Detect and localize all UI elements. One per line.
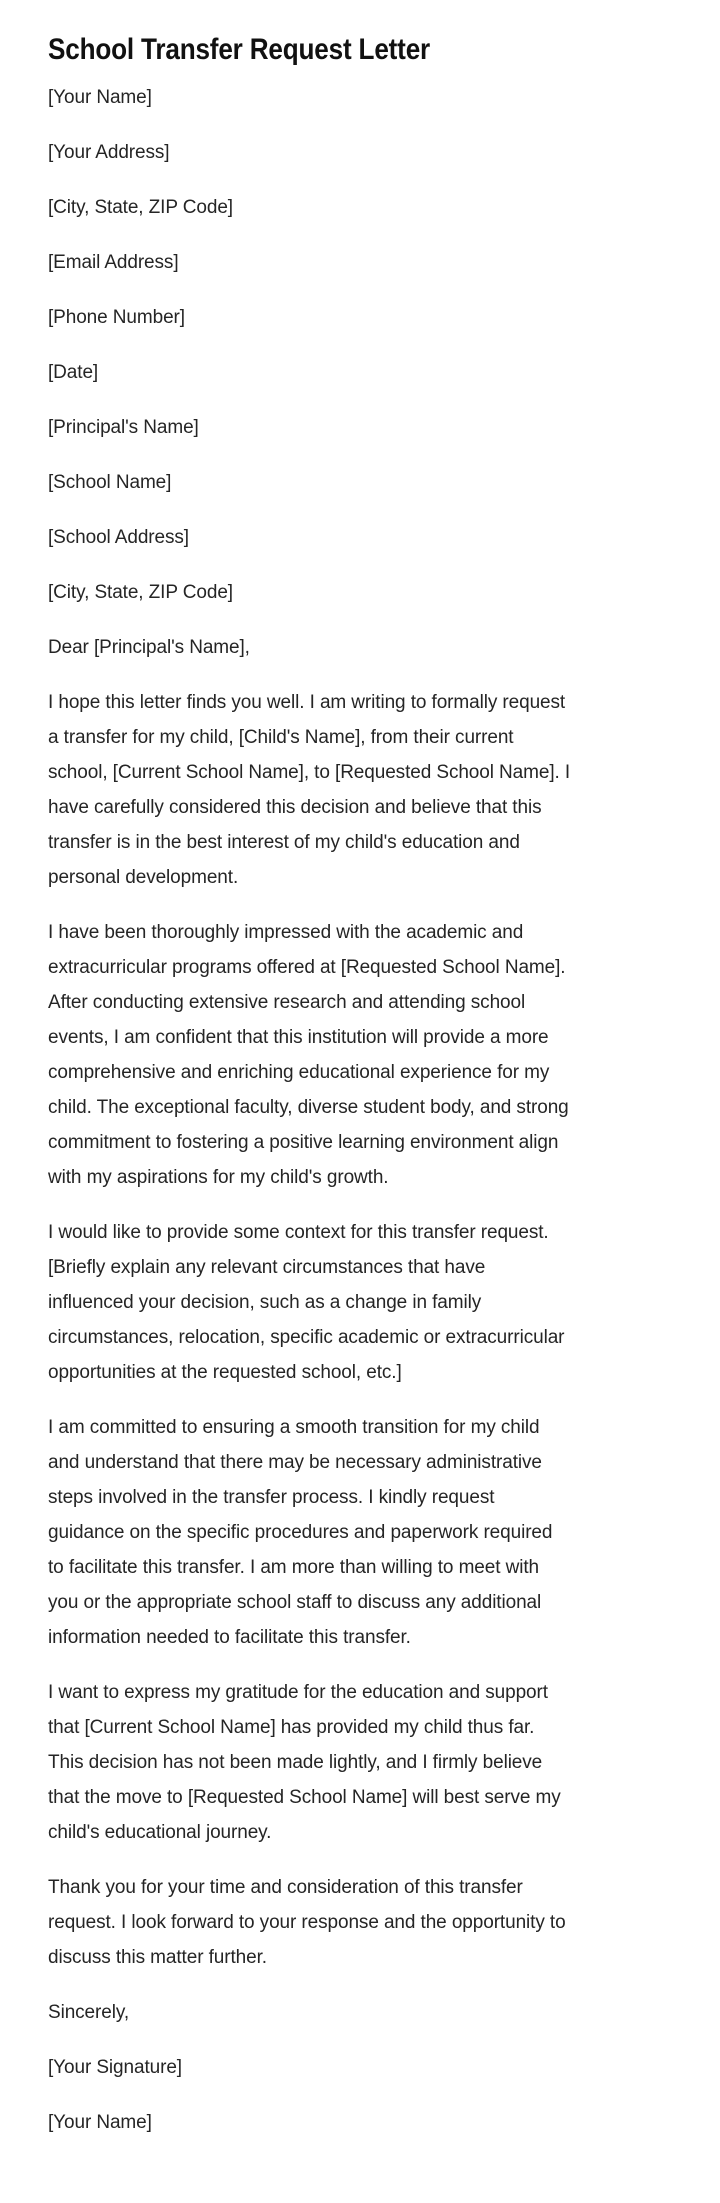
text-line: circumstances, relocation, specific academic or extracurricular xyxy=(48,1327,565,1348)
contact-line xyxy=(48,575,680,610)
text-line: request. I look forward to your response and the opportunity to xyxy=(48,1912,566,1933)
text-line: I hope this letter finds you well. I am writing to formally request xyxy=(48,692,566,713)
body-paragraph xyxy=(48,1870,680,1975)
text-line: [Your Name] xyxy=(48,87,152,108)
text-line: that [Current School Name] has provided my child thus far. xyxy=(48,1717,535,1738)
text-line: steps involved in the transfer process. I kindly request xyxy=(48,1487,495,1508)
text-line: After conducting extensive research and attending school xyxy=(48,992,526,1013)
text-line: discuss this matter further. xyxy=(48,1947,267,1968)
text-line: [Principal's Name] xyxy=(48,417,199,438)
text-line: and understand that there may be necessary administrative xyxy=(48,1452,542,1473)
contact-line xyxy=(48,245,680,280)
letter-content xyxy=(48,80,680,2140)
text-line: personal development. xyxy=(48,867,239,888)
signature-line xyxy=(48,2105,680,2140)
text-line: I have been thoroughly impressed with the academic and xyxy=(48,922,524,943)
contact-line xyxy=(48,80,680,115)
text-line: [City, State, ZIP Code] xyxy=(48,197,233,218)
text-line: I want to express my gratitude for the education and support xyxy=(48,1682,548,1703)
text-line: extracurricular programs offered at [Requested School Name]. xyxy=(48,957,566,978)
letter-title-text: School Transfer Request Letter xyxy=(48,33,431,66)
text-line: comprehensive and enriching educational experience for my xyxy=(48,1062,550,1083)
text-line: [Your Address] xyxy=(48,142,170,163)
text-line: school, [Current School Name], to [Requested School Name]. I xyxy=(48,762,571,783)
letter-title xyxy=(48,30,680,70)
text-line: [City, State, ZIP Code] xyxy=(48,582,233,603)
text-line: [Phone Number] xyxy=(48,307,185,328)
text-line: This decision has not been made lightly, and I firmly believe xyxy=(48,1752,543,1773)
text-line: a transfer for my child, [Child's Name], from their current xyxy=(48,727,514,748)
text-line: [School Address] xyxy=(48,527,189,548)
text-line: you or the appropriate school staff to discuss any additional xyxy=(48,1592,542,1613)
text-line: [School Name] xyxy=(48,472,172,493)
body-paragraph xyxy=(48,915,680,1195)
text-line: child's educational journey. xyxy=(48,1822,272,1843)
body-paragraph xyxy=(48,1410,680,1655)
text-line: I would like to provide some context for this transfer request. xyxy=(48,1222,549,1243)
text-line: to facilitate this transfer. I am more than willing to meet with xyxy=(48,1557,539,1578)
contact-line xyxy=(48,465,680,500)
text-line: have carefully considered this decision and believe that this xyxy=(48,797,542,818)
body-paragraph xyxy=(48,1215,680,1390)
text-line: [Briefly explain any relevant circumstances that have xyxy=(48,1257,486,1278)
text-line: opportunities at the requested school, etc.] xyxy=(48,1362,402,1383)
contact-line xyxy=(48,520,680,555)
salutation xyxy=(48,630,680,665)
text-line: events, I am confident that this institution will provide a more xyxy=(48,1027,549,1048)
text-line: commitment to fostering a positive learning environment align xyxy=(48,1132,559,1153)
text-line: [Email Address] xyxy=(48,252,179,273)
body-paragraph xyxy=(48,1675,680,1850)
text-line: transfer is in the best interest of my child's education and xyxy=(48,832,520,853)
signature-line xyxy=(48,2050,680,2085)
text-line: [Your Signature] xyxy=(48,2057,182,2078)
text-line: Thank you for your time and consideration of this transfer xyxy=(48,1877,523,1898)
text-line: I am committed to ensuring a smooth transition for my child xyxy=(48,1417,540,1438)
contact-line xyxy=(48,410,680,445)
text-line: Dear [Principal's Name], xyxy=(48,637,250,658)
text-line: [Date] xyxy=(48,362,99,383)
contact-line xyxy=(48,355,680,390)
text-line: guidance on the specific procedures and paperwork required xyxy=(48,1522,553,1543)
text-line: that the move to [Requested School Name] will best serve my xyxy=(48,1787,561,1808)
body-paragraph xyxy=(48,685,680,895)
text-line: [Your Name] xyxy=(48,2112,152,2133)
text-line: with my aspirations for my child's growth. xyxy=(48,1167,389,1188)
text-line: information needed to facilitate this transfer. xyxy=(48,1627,411,1648)
contact-line xyxy=(48,300,680,335)
contact-line xyxy=(48,190,680,225)
contact-line xyxy=(48,135,680,170)
text-line: Sincerely, xyxy=(48,2002,130,2023)
text-line: child. The exceptional faculty, diverse student body, and strong xyxy=(48,1097,569,1118)
text-line: influenced your decision, such as a change in family xyxy=(48,1292,482,1313)
closing xyxy=(48,1995,680,2030)
